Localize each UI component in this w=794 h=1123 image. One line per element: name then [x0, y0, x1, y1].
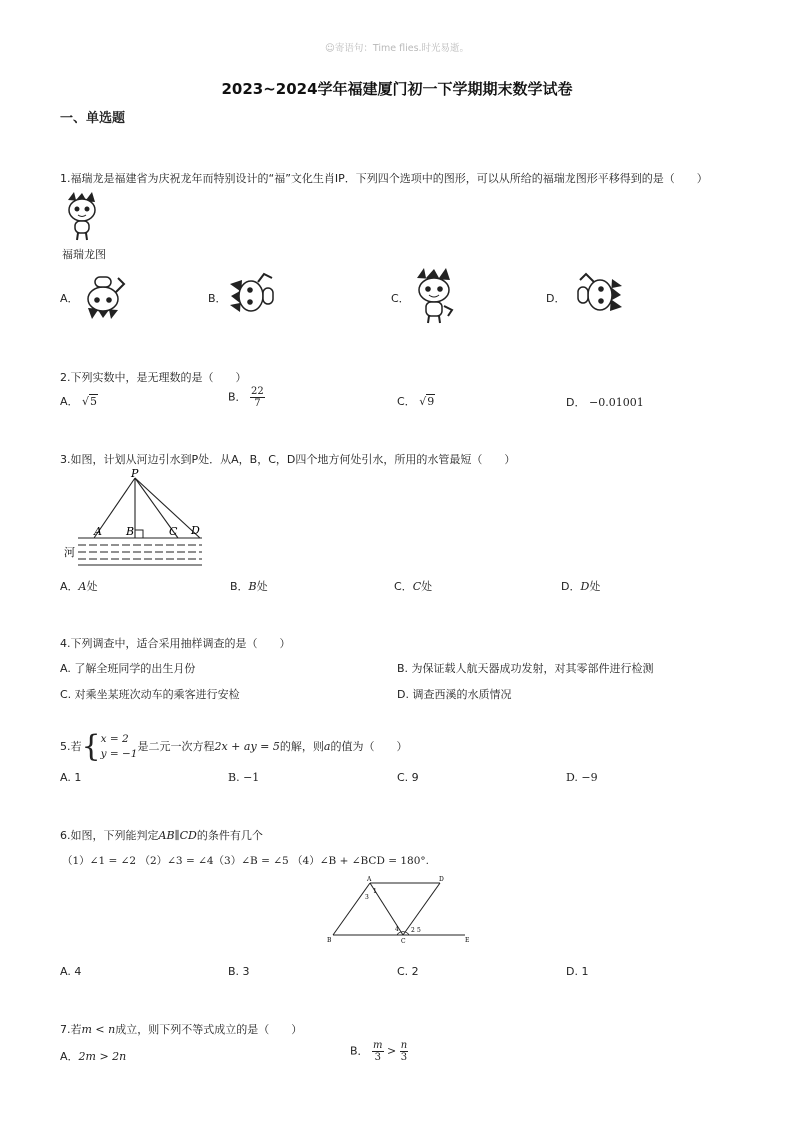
q3-option-suffix: 处 [256, 580, 268, 593]
point-label-b: B [126, 525, 135, 538]
point-label-a: A [94, 525, 102, 538]
q4-stem: 4.下列调查中，适合采用抽样调查的是（ ） [60, 637, 291, 650]
point-label-p: P [131, 468, 139, 480]
point-label-c: C [169, 525, 178, 538]
q2-option-d[interactable] [566, 394, 644, 410]
angle-number: 2 [411, 927, 415, 934]
q6-option-c[interactable]: C. 2 [397, 965, 419, 978]
q3-option-var: D [580, 580, 590, 593]
q7-option-a-label: A． [60, 1050, 79, 1063]
q6-conditions: （1）∠1 = ∠2 （2）∠3 = ∠4（3）∠B = ∠5 （4）∠B + ∠BCD = 180°. [62, 855, 429, 867]
radicand: 5 [90, 395, 98, 408]
q6-stem-math: AB∥CD [158, 829, 197, 842]
q2-option-a-label: A． [60, 395, 79, 408]
q1-option-b-figure[interactable] [226, 272, 282, 320]
q5-suffix: 的值为（ ） [330, 740, 408, 753]
q7-stem [60, 1021, 302, 1037]
point-label: B [327, 937, 332, 944]
q3-option-var: C [412, 580, 422, 593]
q1-option-a-label: A． [60, 292, 79, 305]
denominator: 3 [374, 1052, 381, 1063]
point-label: A [367, 876, 372, 883]
q6-stem-prefix: 6.如图，下列能判定 [60, 829, 159, 842]
angle-number: 1 [373, 888, 377, 895]
q3-option-label: C． [394, 580, 413, 593]
equation-system: { x = 2 y = −1 [81, 729, 138, 764]
q3-option-suffix: 处 [421, 580, 433, 593]
q1-figure-label: 福瑞龙图 [62, 248, 106, 261]
q1-option-d-figure[interactable] [566, 270, 628, 320]
q7-option-b[interactable] [350, 1040, 408, 1063]
q1-stem: 1.福瑞龙是福建省为庆祝龙年而特别设计的“福”文化生肖IP．下列四个选项中的图形，可以从所给的福瑞龙图形平移得到的是（ ） [60, 172, 708, 185]
denominator: 7 [254, 398, 261, 409]
fraction [372, 1040, 383, 1063]
q3-option-a[interactable] [60, 578, 97, 594]
dragon-icon [230, 274, 273, 312]
q7-stem-suffix: 成立，则下列不等式成立的是（ ） [115, 1023, 303, 1036]
dragon-icon [578, 274, 622, 311]
q7-stem-prefix: 7.若 [60, 1023, 82, 1036]
q7-option-a[interactable] [60, 1048, 126, 1064]
q3-option-label: D． [561, 580, 581, 593]
point-label: C [401, 938, 406, 945]
q5-prefix: 5.若 [60, 740, 82, 753]
sqrt-expression: √9 [419, 395, 435, 408]
q2-option-b[interactable] [228, 386, 265, 409]
q2-option-c[interactable] [397, 393, 435, 409]
point-label-d: D [191, 524, 200, 537]
q5-var: a [323, 740, 331, 753]
numerator: n [400, 1040, 408, 1051]
q6-option-b[interactable]: B. 3 [228, 965, 250, 978]
q7-option-b-label: B． [350, 1044, 369, 1058]
q1-option-d-label: D． [546, 292, 566, 305]
q3-option-b[interactable] [230, 578, 268, 594]
fraction [400, 1040, 408, 1063]
q6-stem-suffix: 的条件有几个 [196, 829, 263, 842]
q3-option-label: B． [230, 580, 249, 593]
river-label: 河 [64, 546, 75, 559]
q3-option-var: B [248, 580, 257, 593]
angle-number: 5 [417, 927, 421, 934]
page-title: 2023~2024学年福建厦门初一下学期期末数学试卷 [221, 80, 573, 98]
line-dc [403, 883, 440, 935]
q3-option-d[interactable] [561, 578, 600, 594]
q3-option-c[interactable] [394, 578, 432, 594]
q3-option-var: A [78, 580, 87, 593]
fraction [250, 386, 265, 409]
dragon-icon [68, 192, 95, 240]
q2-option-c-label: C． [397, 395, 416, 408]
q5-equation: 2x + ay = 5 [214, 740, 280, 753]
q7-stem-math: m < n [81, 1023, 116, 1036]
sqrt-expression: √5 [82, 395, 98, 408]
dragon-icon [417, 268, 452, 323]
q6-parallel-figure [325, 875, 475, 945]
q2-stem: 2.下列实数中，是无理数的是（ ） [60, 371, 247, 384]
decimal-value: −0.01001 [588, 396, 644, 409]
point-label: E [465, 937, 470, 944]
q3-option-suffix: 处 [589, 580, 601, 593]
q6-option-d[interactable]: D. 1 [566, 965, 589, 978]
numerator: 22 [251, 386, 264, 397]
q5-option-d[interactable]: D. −9 [566, 771, 598, 784]
radicand: 9 [427, 395, 435, 408]
system-line: x = 2 [100, 733, 129, 745]
point-label: D [439, 876, 444, 883]
q1-option-c-figure[interactable] [410, 266, 458, 326]
section-heading: 一、单选题 [60, 111, 126, 126]
q5-stem [60, 729, 408, 764]
angle-number: 3 [365, 894, 369, 901]
q5-option-c[interactable]: C. 9 [397, 771, 419, 784]
q6-stem [60, 827, 263, 843]
q2-option-b-label: B． [228, 390, 247, 404]
q4-option-a[interactable]: A. 了解全班同学的出生月份 [60, 662, 196, 675]
q3-stem: 3.如图，计划从河边引水到P处．从A，B，C，D四个地方何处引水，所用的水管最短（ ） [60, 453, 516, 466]
q7-option-a-math: 2m > 2n [78, 1050, 127, 1063]
numerator: m [373, 1040, 383, 1051]
q3-option-suffix: 处 [86, 580, 98, 593]
right-angle-mark [135, 530, 143, 538]
q1-option-b-label: B． [208, 292, 227, 305]
comparison-operator: > [387, 1044, 397, 1058]
q5-option-a[interactable]: A. 1 [60, 771, 82, 784]
q1-option-c-label: C． [391, 292, 410, 305]
angle-number: 4 [395, 926, 399, 933]
line-ab [333, 883, 370, 935]
system-line: y = −1 [100, 748, 138, 760]
denominator: 3 [400, 1052, 408, 1063]
q6-option-a[interactable]: A. 4 [60, 965, 82, 978]
q1-option-a-figure[interactable] [78, 270, 128, 322]
q5-option-b[interactable]: B. −1 [228, 771, 260, 784]
watermark: ☺寄语句：Time flies.时光易逝。 [324, 43, 470, 54]
q4-option-c[interactable]: C. 对乘坐某班次动车的乘客进行安检 [60, 688, 240, 701]
q2-option-a[interactable] [60, 393, 98, 409]
q5-mid2: 的解，则 [279, 740, 324, 753]
q1-dragon-figure [62, 190, 102, 244]
q5-mid: 是二元一次方程 [137, 740, 215, 753]
q3-river-figure [60, 468, 210, 572]
q4-option-b[interactable]: B. 为保证载人航天器成功发射，对其零部件进行检测 [397, 662, 654, 675]
q2-option-d-label: D． [566, 396, 586, 409]
dragon-icon [88, 277, 124, 319]
q3-option-label: A． [60, 580, 79, 593]
q4-option-d[interactable]: D. 调查西溪的水质情况 [397, 688, 512, 701]
